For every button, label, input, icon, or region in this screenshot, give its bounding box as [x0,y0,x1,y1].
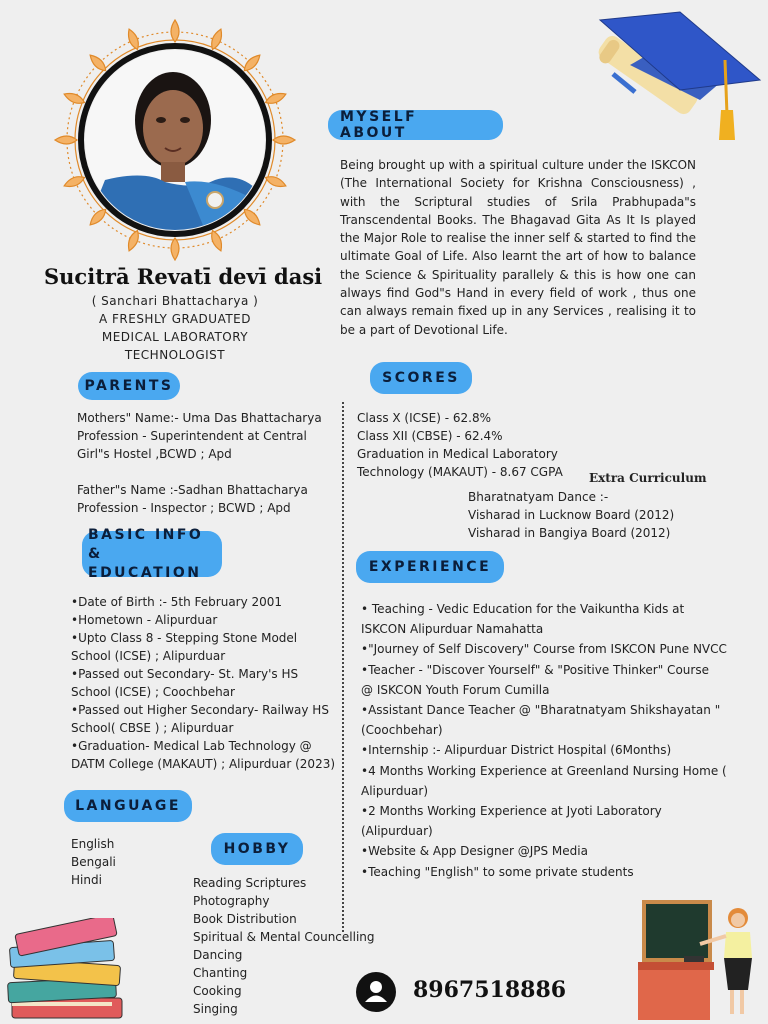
basic-info-heading-line: BASIC INFO & [88,526,204,562]
experience-line: ISKCON Alipurduar Namahatta [361,622,544,637]
extra-curriculum-heading: Extra Curriculum [589,471,707,485]
experience-line: •Internship :- Alipurduar District Hospital (6Months) [361,743,672,758]
score-line: Graduation in Medical Laboratory [357,447,558,461]
language-item: Hindi [71,873,102,887]
language-item: English [71,837,115,851]
scores-heading: SCORES [370,362,472,394]
score-line: Class X (ICSE) - 62.8% [357,411,491,425]
hobby-item: Book Distribution [193,912,297,926]
experience-line: •Teacher - "Discover Yourself" & "Positive Thinker" Course [361,662,709,677]
basic-line: •Graduation- Medical Lab Technology @ [71,739,312,753]
experience-line: Alipurduar) [361,783,429,798]
basic-line: School( CBSE ) ; Alipurduar [71,721,234,735]
experience-line: (Coochbehar) [361,723,443,738]
books-illustration [4,918,126,1022]
hobby-item: Reading Scriptures [193,876,307,890]
extra-line: Bharatnatyam Dance :- [468,490,609,504]
about-text: Being brought up with a spiritual culture under the ISKCON (The International Society for Krishna Consciousness) , with the Scriptural studies of Srila Prabhupada"s Transcendental Books. The Bhagavad Gita As It Is played the Major Role to realise the inner self & started to find the ultimate Goal of Life. Also learnt the art of how to balance the Science & Spirituality parallely & this is how one can always find God"s Hand in every field of work , thus one can always remain fixed up in any Services , realising it to be a part of Devotional Life. [340,158,696,337]
basic-line: DATM College (MAKAUT) ; Alipurduar (2023) [71,757,336,771]
profile-photo-frame [40,18,310,268]
mandala-ornament [40,18,310,268]
phone-number: 8967518886 [413,977,567,1003]
experience-line: @ ISKCON Youth Forum Cumilla [361,682,550,697]
hobby-item: Cooking [193,984,242,998]
extra-line: Visharad in Lucknow Board (2012) [468,508,675,522]
hobby-item: Photography [193,894,270,908]
score-line: Class XII (CBSE) - 62.4% [357,429,503,443]
experience-line: •2 Months Working Experience at Jyoti Laboratory [361,804,662,819]
basic-line: •Date of Birth :- 5th February 2001 [71,595,283,609]
basic-info-details [71,593,335,773]
experience-heading: EXPERIENCE [356,551,504,583]
scores-details [357,409,563,481]
basic-line: •Passed out Secondary- St. Mary's HS [71,667,299,681]
basic-line: •Upto Class 8 - Stepping Stone Model [71,631,298,645]
extra-curriculum-details [468,488,674,542]
basic-line: •Passed out Higher Secondary- Railway HS [71,703,329,717]
parents-line: Profession - Superintendent at Central [77,429,307,443]
parents-line: Girl"s Hostel ,BCWD ; Apd [77,447,232,461]
profile-title-line-2: MEDICAL LABORATORY [101,330,249,344]
parents-line: Father"s Name :-Sadhan Bhattacharya [77,483,308,497]
experience-line: •Assistant Dance Teacher @ "Bharatnatyam Shikshayatan " [361,703,721,718]
language-item: Bengali [71,855,116,869]
profile-name: Sucitrā Revatī devī dasi [44,264,323,289]
experience-details [361,599,727,882]
hobby-list [193,874,375,1018]
profile-title-line-1: A FRESHLY GRADUATED [98,312,252,326]
hobby-heading: HOBBY [211,833,303,865]
experience-line: •Teaching "English" to some private students [361,864,634,879]
extra-line: Visharad in Bangiya Board (2012) [468,526,671,540]
hobby-item: Chanting [193,966,248,980]
language-heading: LANGUAGE [64,790,192,822]
score-line: Technology (MAKAUT) - 8.67 CGPA [357,465,563,479]
parents-heading: PARENTS [78,372,180,400]
experience-line: •"Journey of Self Discovery" Course from ISKCON Pune NVCC [361,642,727,657]
hobby-item: Spiritual & Mental Councelling [193,930,375,944]
hobby-item: Dancing [193,948,243,962]
basic-line: •Hometown - Alipurduar [71,613,218,627]
parents-line: Mothers" Name:- Uma Das Bhattacharya [77,411,322,425]
hobby-item: Singing [193,1002,238,1016]
experience-line: • Teaching - Vedic Education for the Vaikuntha Kids at [361,602,685,616]
experience-line: •4 Months Working Experience at Greenland Nursing Home ( [361,763,727,778]
experience-line: (Alipurduar) [361,824,433,839]
graduation-cap-illustration [575,10,765,160]
parents-line: Profession - Inspector ; BCWD ; Apd [77,501,291,515]
about-heading: MYSELF ABOUT [328,110,503,140]
user-icon [356,972,396,1012]
teacher-illustration [634,896,764,1022]
basic-line: School (ICSE) ; Alipurduar [71,649,226,663]
parents-details [77,409,322,517]
experience-line: •Website & App Designer @JPS Media [361,844,588,859]
basic-line: School (ICSE) ; Coochbehar [71,685,235,699]
parents-line [77,463,322,481]
basic-info-heading [82,526,222,581]
column-divider [342,402,344,932]
profile-title-line-3: TECHNOLOGIST [124,348,226,362]
language-list [71,835,116,889]
basic-info-heading-line: EDUCATION [88,564,202,581]
profile-alias: ( Sanchari Bhattacharya ) [91,294,259,308]
